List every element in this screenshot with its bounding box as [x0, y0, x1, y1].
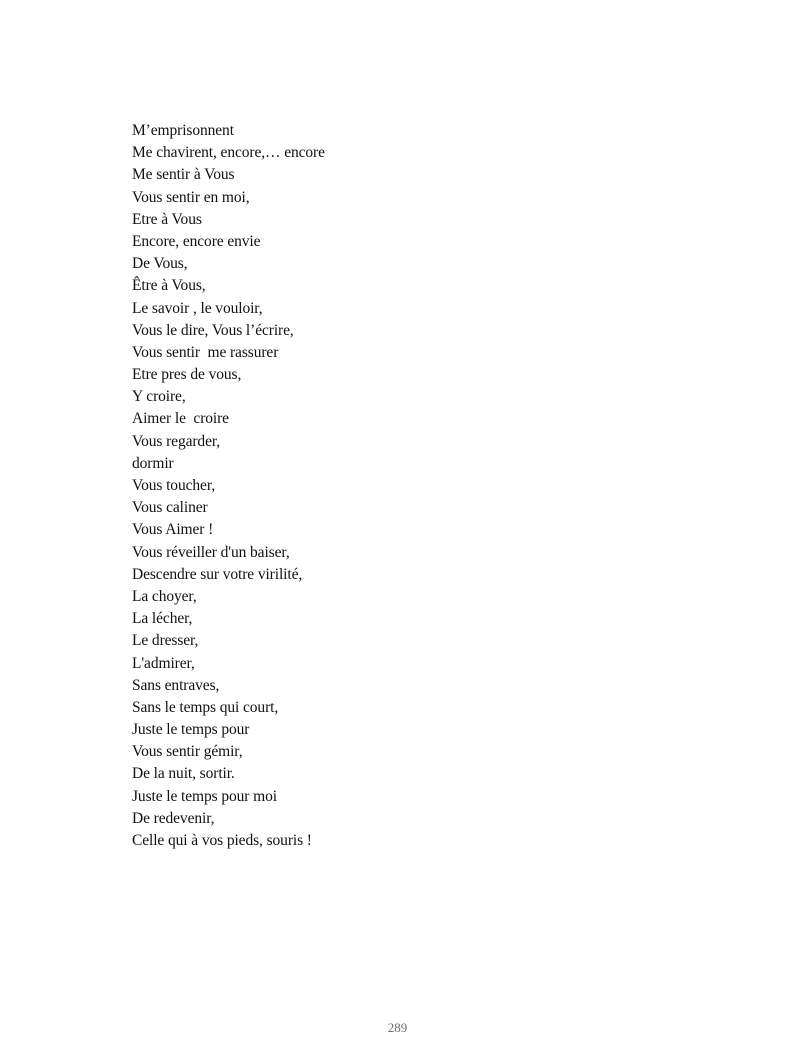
poem-line: Encore, encore envie — [132, 232, 261, 250]
poem-line: Vous sentir gémir, — [132, 743, 243, 761]
poem-line: Vous réveiller d'un baiser, — [132, 543, 290, 561]
poem-line: dormir — [132, 454, 174, 472]
poem-line: Vous Aimer ! — [132, 521, 214, 539]
poem-line: Etre pres de vous, — [132, 366, 242, 384]
poem-line: Celle qui à vos pieds, souris ! — [132, 832, 312, 849]
poem-line: Vous regarder, — [132, 432, 221, 450]
poem-line: Le savoir , le vouloir, — [132, 299, 263, 317]
poem-line: L'admirer, — [132, 654, 195, 672]
poem-line: Me sentir à Vous — [132, 166, 235, 184]
poem-line: Vous caliner — [132, 499, 208, 517]
poem-line: Vous sentir me rassurer — [132, 343, 279, 361]
poem-line: Y croire, — [132, 388, 186, 406]
poem-text — [132, 120, 325, 852]
poem-line: De Vous, — [132, 255, 188, 273]
page-number: 289 — [387, 1020, 408, 1035]
poem-line: Vous le dire, Vous l’écrire, — [132, 321, 294, 339]
poem-line: Le dresser, — [132, 632, 199, 650]
poem-line: M’emprisonnent — [132, 122, 234, 139]
poem-line: Descendre sur votre virilité, — [132, 565, 303, 583]
poem-line: La lécher, — [132, 610, 193, 628]
poem-line: La choyer, — [132, 587, 197, 605]
poem-line: Être à Vous, — [132, 277, 206, 295]
poem-line: Aimer le croire — [132, 410, 229, 428]
poem-line: De la nuit, sortir. — [132, 765, 235, 783]
poem-line: Me chavirent, encore,… encore — [132, 144, 325, 162]
poem-line: Juste le temps pour moi — [132, 787, 277, 805]
poem-line: Sans entraves, — [132, 676, 220, 694]
poem-line: Sans le temps qui court, — [132, 698, 279, 716]
poem-line: Vous toucher, — [132, 477, 216, 494]
poem-line: Etre à Vous — [132, 210, 202, 228]
poem-line: Juste le temps pour — [132, 721, 250, 739]
poem-line: Vous sentir en moi, — [132, 188, 250, 206]
poem-line: De redevenir, — [132, 809, 215, 827]
